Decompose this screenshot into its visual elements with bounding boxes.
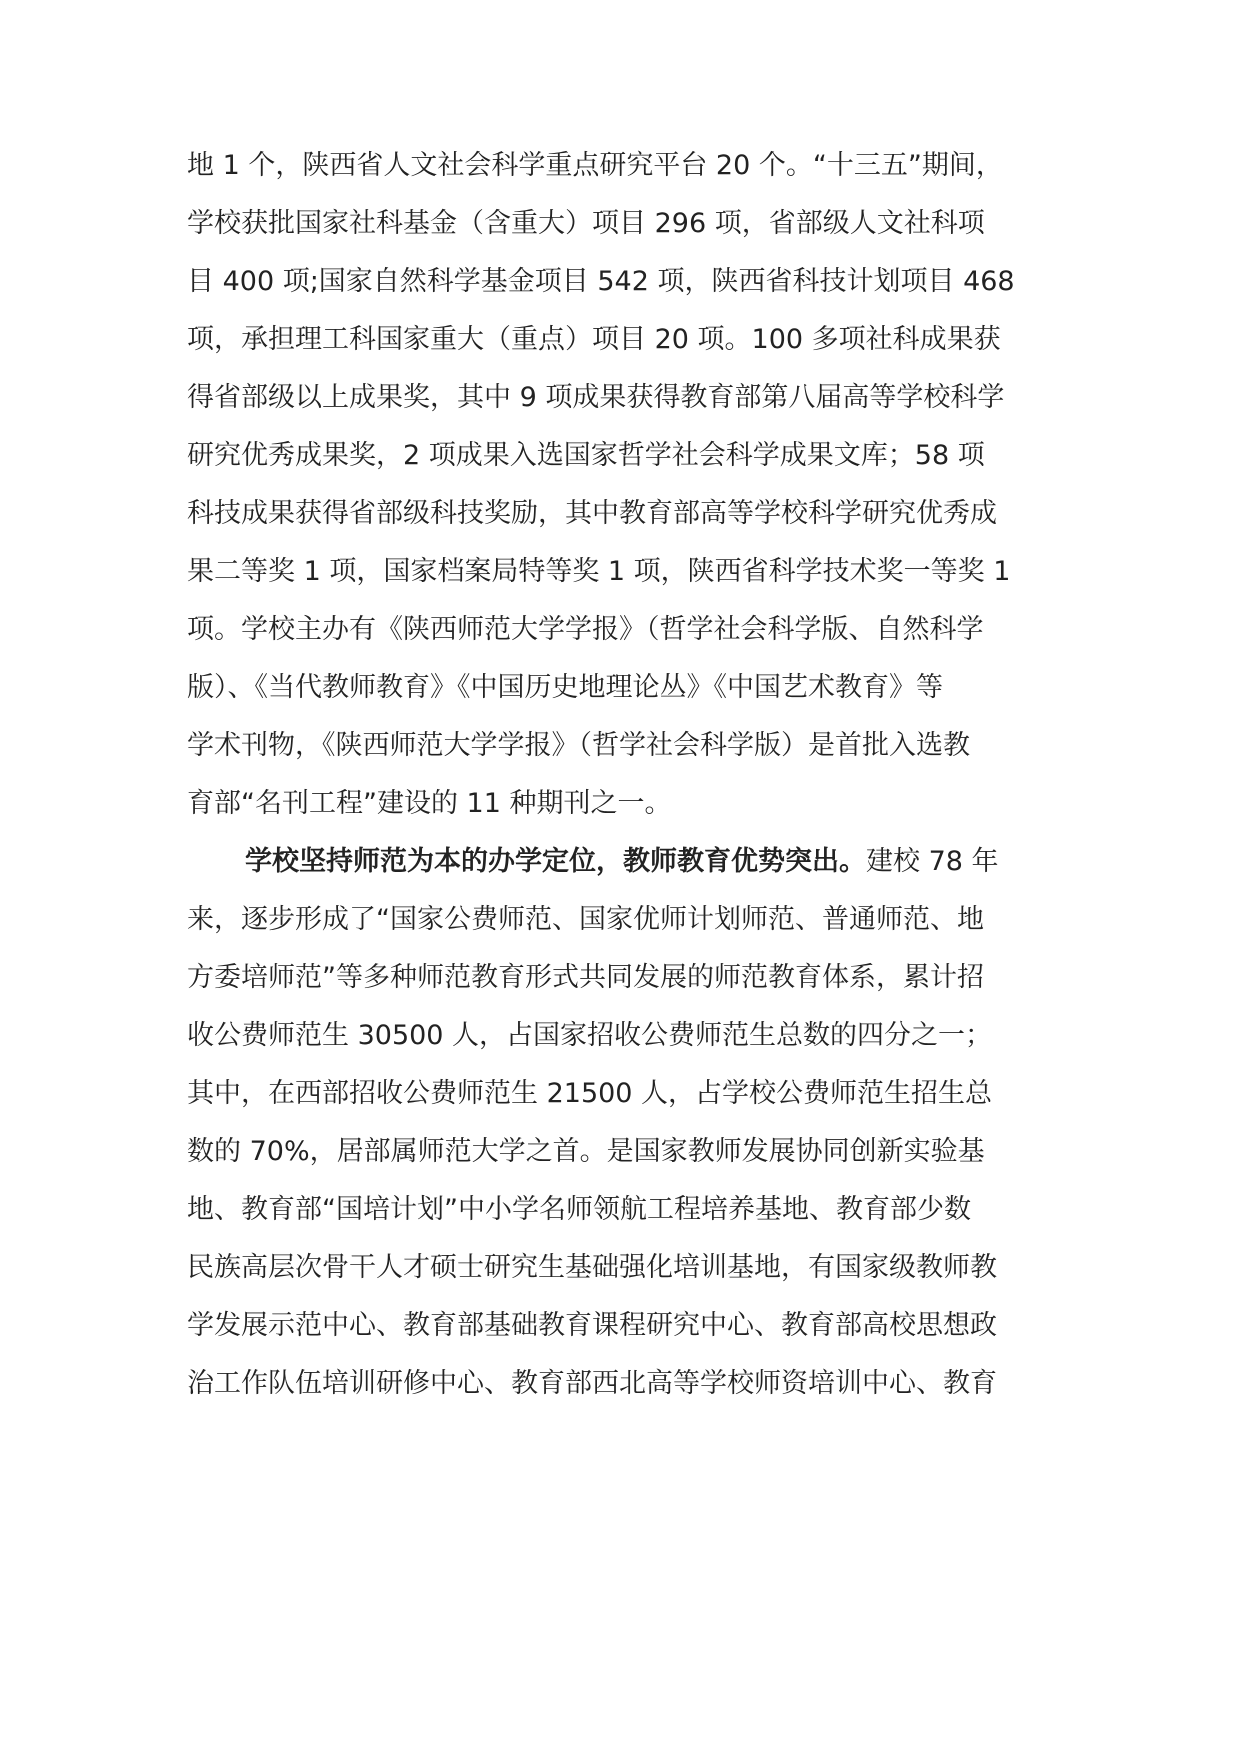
- text-line: 项。学校主办有《陕西师范大学学报》（哲学社会科学版、自然科学: [187, 614, 984, 645]
- text-line: 版）、《当代教师教育》《中国历史地理论丛》《中国艺术教育》等: [187, 672, 943, 703]
- text-line: 科技成果获得省部级科技奖励，其中教育部高等学校科学研究优秀成: [187, 498, 997, 529]
- text-line: 方委培师范”等多种师范教育形式共同发展的师范教育体系，累计招: [187, 962, 984, 993]
- text-line: 得省部级以上成果奖，其中 9 项成果获得教育部第八届高等学校科学: [187, 382, 1005, 413]
- text-line: 数的 70%，居部属师范大学之首。是国家教师发展协同创新实验基: [187, 1136, 985, 1167]
- text-line: 学校获批国家社科基金（含重大）项目 296 项，省部级人文社科项: [187, 208, 985, 239]
- text-line: 收公费师范生 30500 人，占国家招收公费师范生总数的四分之一；: [187, 1020, 993, 1051]
- text-span: 建校 78 年: [866, 846, 999, 877]
- paragraph-first-line: [245, 842, 1145, 882]
- text-line: 果二等奖 1 项，国家档案局特等奖 1 项，陕西省科学技术奖一等奖 1: [187, 556, 1011, 587]
- text-line: 研究优秀成果奖，2 项成果入选国家哲学社会科学成果文库；58 项: [187, 440, 985, 471]
- text-line: 目 400 项;国家自然科学基金项目 542 项，陕西省科技计划项目 468: [187, 266, 1015, 297]
- text-line: 项，承担理工科国家重大（重点）项目 20 项。100 多项社科成果获: [187, 324, 1001, 355]
- text-line: 来，逐步形成了“国家公费师范、国家优师计划师范、普通师范、地: [187, 904, 984, 935]
- text-line: 学发展示范中心、教育部基础教育课程研究中心、教育部高校思想政: [187, 1310, 997, 1341]
- text-line: 其中，在西部招收公费师范生 21500 人，占学校公费师范生招生总: [187, 1078, 993, 1109]
- text-line: 学术刊物，《陕西师范大学学报》（哲学社会科学版）是首批入选教: [187, 730, 970, 761]
- text-line: 育部“名刊工程”建设的 11 种期刊之一。: [187, 788, 672, 819]
- text-line: 民族高层次骨干人才硕士研究生基础强化培训基地，有国家级教师教: [187, 1252, 997, 1283]
- text-line: 地、教育部“国培计划”中小学名师领航工程培养基地、教育部少数: [187, 1194, 971, 1225]
- text-line: 治工作队伍培训研修中心、教育部西北高等学校师资培训中心、教育: [187, 1368, 997, 1399]
- text-line: 地 1 个，陕西省人文社会科学重点研究平台 20 个。“十三五”期间，: [187, 150, 1003, 181]
- bold-lead-sentence: 学校坚持师范为本的办学定位，教师教育优势突出。: [245, 846, 866, 877]
